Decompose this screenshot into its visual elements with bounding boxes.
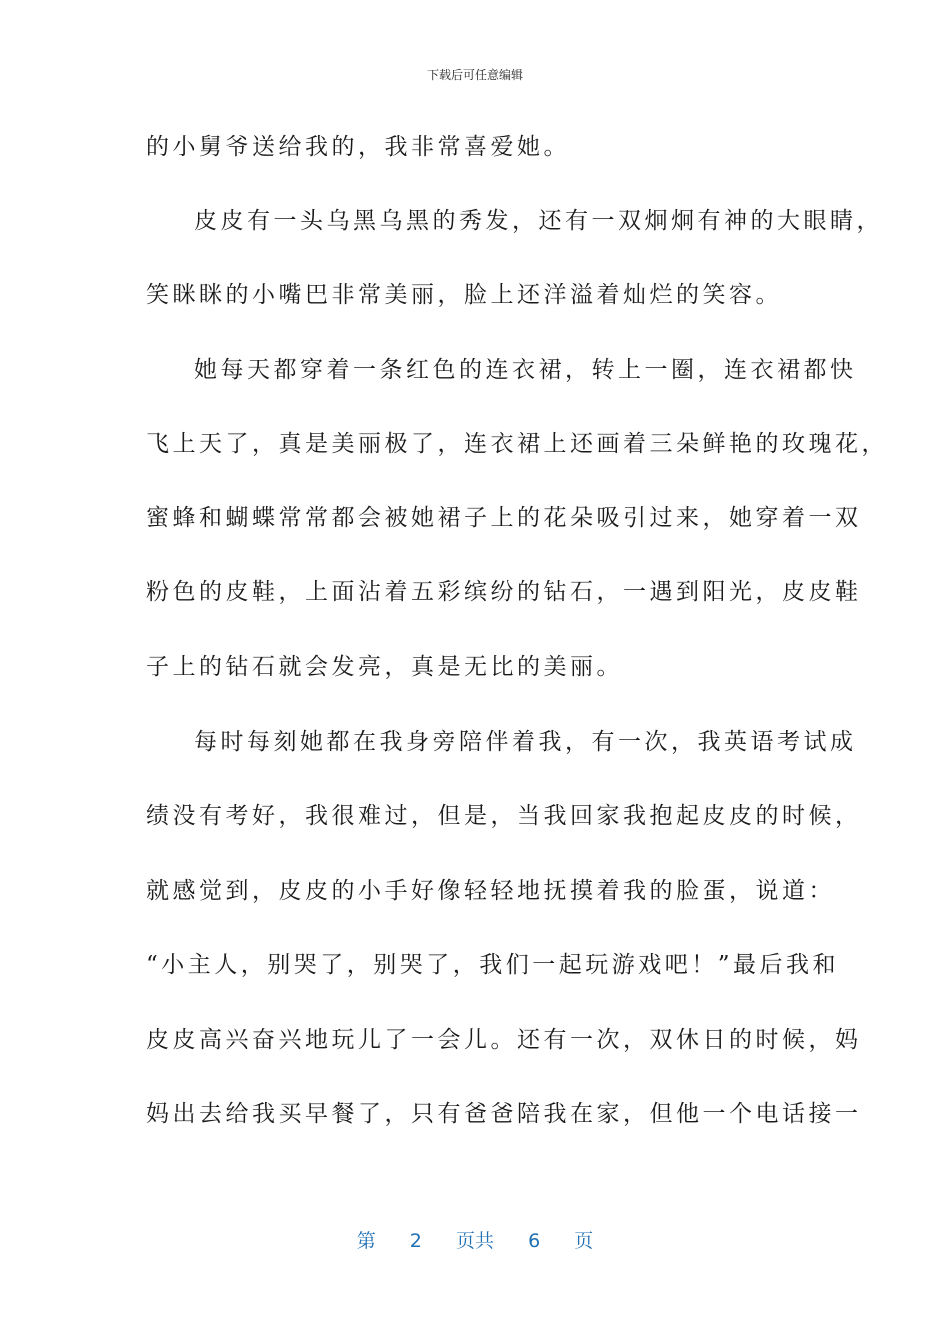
text-line: 就感觉到，皮皮的小手好像轻轻地抚摸着我的脸蛋，说道： [146,878,835,904]
text-line: 粉色的皮鞋，上面沾着五彩缤纷的钻石，一遇到阳光，皮皮鞋 [146,579,862,605]
text-line: “小主人，别哭了，别哭了，我们一起玩游戏吧！”最后我和 [146,952,840,978]
page-footer [0,1226,950,1253]
text-line: 飞上天了，真是美丽极了，连衣裙上还画着三朵鲜艳的玫瑰花， [146,431,888,457]
text-line: 笑眯眯的小嘴巴非常美丽，脸上还洋溢着灿烂的笑容。 [146,282,782,308]
total-pages: 6 [528,1230,541,1252]
page-header: 下载后可任意编辑 [426,68,523,82]
footer-prefix: 第 [356,1230,376,1252]
text-line: 妈出去给我买早餐了，只有爸爸陪我在家，但他一个电话接一 [146,1101,862,1127]
text-line: 每时每刻她都在我身旁陪伴着我，有一次，我英语考试成 [194,729,857,755]
text-line: 蜜蜂和蝴蝶常常都会被她裙子上的花朵吸引过来，她穿着一双 [146,505,862,531]
text-line: 的小舅爷送给我的，我非常喜爱她。 [146,134,570,160]
text-line: 绩没有考好，我很难过，但是，当我回家我抱起皮皮的时候， [146,803,862,829]
current-page-number: 2 [409,1230,422,1252]
text-line: 子上的钻石就会发亮，真是无比的美丽。 [146,654,623,680]
text-line: 皮皮高兴奋兴地玩儿了一会儿。还有一次，双休日的时候，妈 [146,1027,862,1053]
text-line: 皮皮有一头乌黑乌黑的秀发，还有一双炯炯有神的大眼睛， [194,208,883,234]
footer-middle: 页共 [455,1230,494,1252]
text-line: 她每天都穿着一条红色的连衣裙，转上一圈，连衣裙都快 [194,357,857,383]
footer-suffix: 页 [574,1230,594,1252]
